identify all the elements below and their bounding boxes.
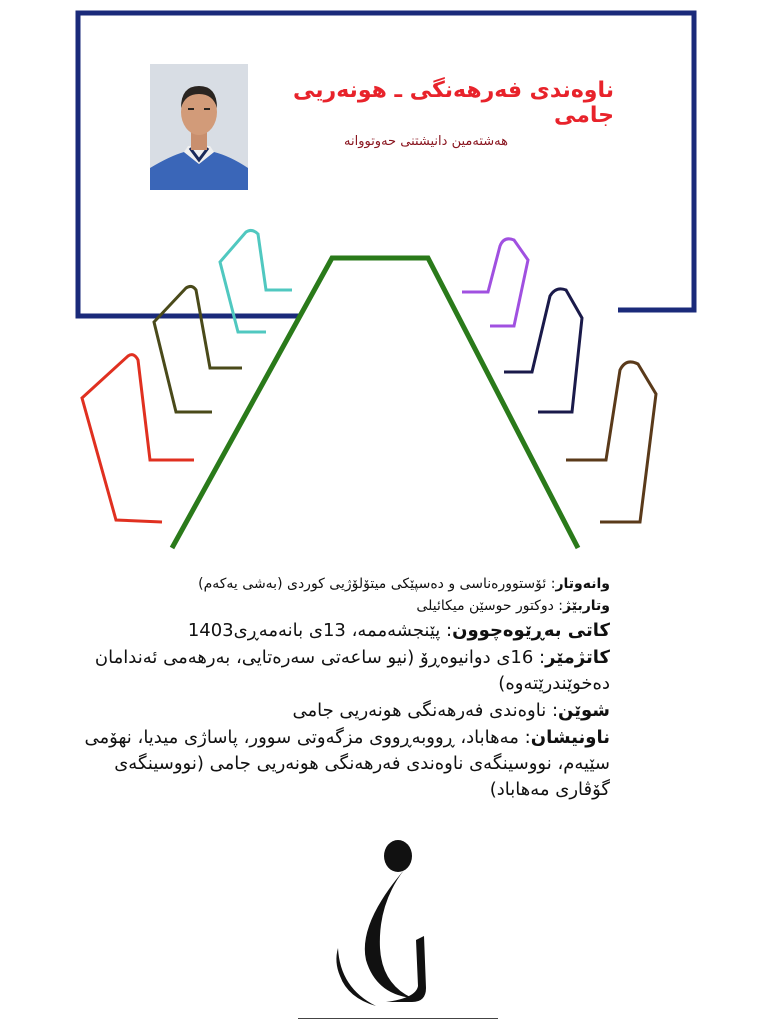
detail-value: مەهاباد، ڕووبەڕووی مزگەوتی سوور، پاساژی میدیا، نهۆمی سێیەم، نووسینگەی ناوەندی فەرهەنگی هونەریی جامی (نووسینگەی گۆڤاری مەهاباد) (84, 727, 610, 800)
jami-logo-icon (326, 838, 446, 1010)
page-subtitle: هەشتەمین دانیشتنی حەوتووانە (344, 134, 508, 149)
detail-value: دوکتور حوسێن میکائیلی (416, 598, 554, 614)
detail-label: ناونیشان (530, 727, 610, 748)
chair-navy (504, 289, 582, 412)
meeting-table (172, 258, 578, 548)
chair-red (82, 355, 194, 522)
portrait-photo (150, 64, 248, 190)
detail-value: پێنجشەممە، 13ی بانەمەڕی1403 (187, 620, 441, 641)
detail-label: وتاربێژ (563, 598, 610, 614)
detail-label: کاتی بەڕێوەچوون (452, 620, 610, 641)
detail-speaker: وتاربێژ: دوکتور حوسێن میکائیلی (416, 598, 610, 614)
detail-value: ناوەندی فەرهەنگی هونەریی جامی (292, 700, 547, 721)
chair-olive (154, 286, 242, 412)
page-title: ناوەندی فەرهەنگی ـ هونەریی جامی (293, 78, 614, 128)
detail-address: ناونیشان: مەهاباد، ڕووبەڕووی مزگەوتی سوور، پاساژی میدیا، نهۆمی سێیەم، نووسینگەی ناوەندی فەرهەنگی هونەریی جامی (نووسینگەی گۆڤاری مەهاباد) (84, 727, 610, 800)
detail-label: کاتژمێر (545, 647, 610, 668)
detail-date: کاتی بەڕێوەچوون: پێنجشەممە، 13ی بانەمەڕی1403 (187, 620, 610, 641)
detail-venue: شوێن: ناوەندی فەرهەنگی هونەریی جامی (292, 700, 610, 721)
detail-lecture: وانەوتار: ئۆستوورەناسی و دەسپێکی میتۆلۆژیی کوردی (بەشی یەکەم) (198, 576, 610, 592)
detail-value: ئۆستوورەناسی و دەسپێکی میتۆلۆژیی کوردی (بەشی یەکەم) (198, 576, 547, 592)
detail-time: کاتژمێر: 16ی دوانیوەڕۆ (نیو ساعەتی سەرەتایی، بەرهەمی ئەندامان دەخوێندرێتەوە) (94, 647, 610, 694)
detail-label: وانەوتار (555, 576, 610, 592)
event-details (70, 574, 610, 804)
chair-brown (566, 362, 656, 522)
chair-purple (462, 239, 528, 326)
detail-label: شوێن (558, 700, 610, 721)
footer-divider (298, 1018, 498, 1019)
detail-value: 16ی دوانیوەڕۆ (نیو ساعەتی سەرەتایی، بەرهەمی ئەندامان دەخوێندرێتەوە) (94, 647, 610, 694)
